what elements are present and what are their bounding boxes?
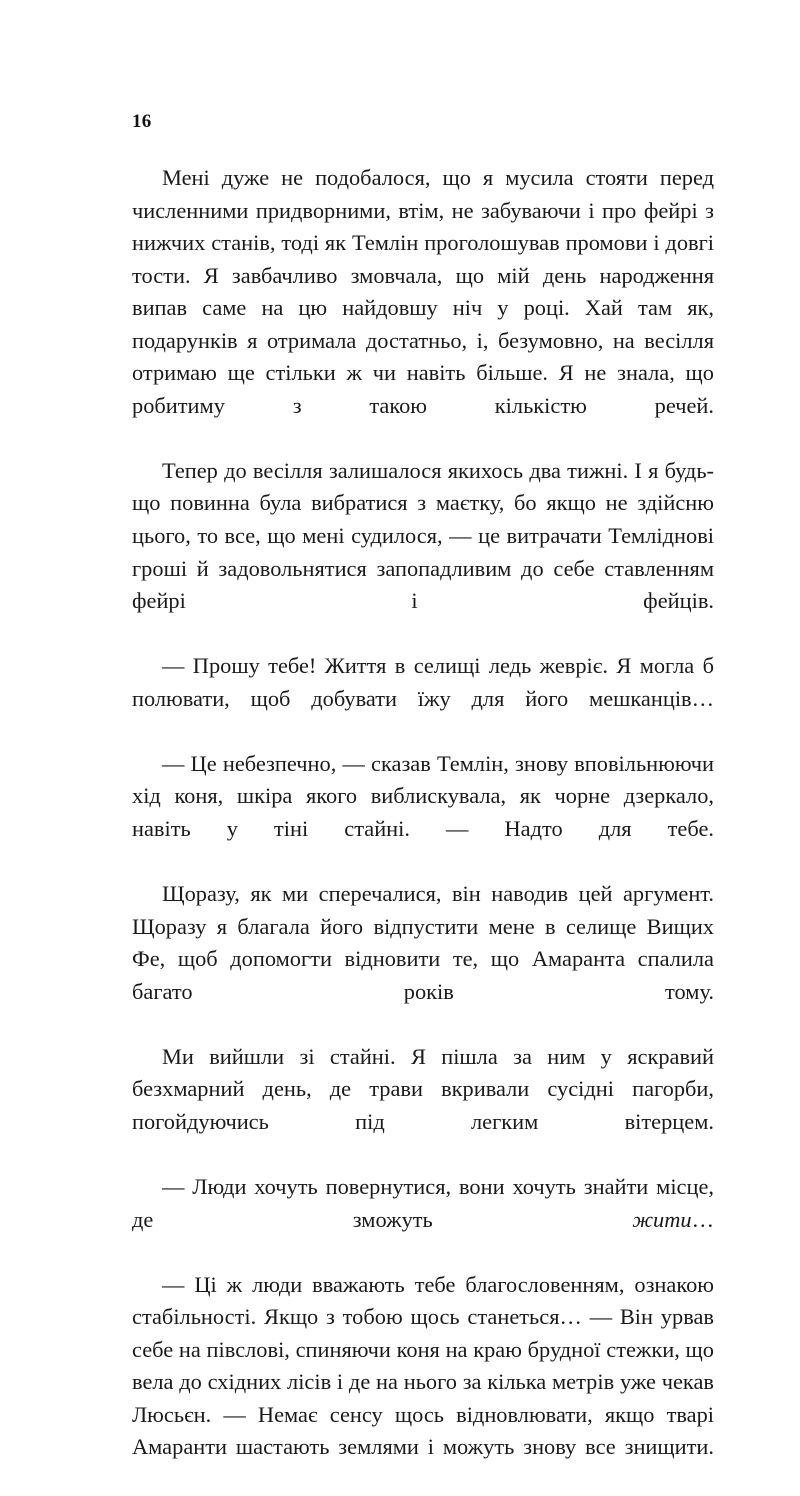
paragraph-2: Тепер до весілля залишалося якихось два тижні. І я будь-що повинна була вибратися з маєтку, бо якщо не здійсню цього, то все, що мені судилося, — це витрачати Темліднові гроші й задовольнятися запопадливим до себе ставленням фейрі і фейців. [132, 457, 714, 614]
paragraph-4: — Це небезпечно, — сказав Темлін, знову вповільнюючи хід коня, шкіра якого виблискувала, як чорне дзеркало, навіть у тіні стайні. — Надто для тебе. [132, 750, 714, 841]
paragraph-1: Мені дуже не подобалося, що я мусила стояти перед численними придворними, втім, не забуваючи і про фейрі з нижчих станів, тоді як Темлін проголошував промови і довгі тости. Я завбачливо змовчала, що мій день народження випав саме на цю найдовшу ніч у році. Хай там як, подарунків я отримала достатньо, і, безумовно, на весілля отримаю ще стільки ж чи навіть більше. Я не знала, що робитиму з такою кількістю речей. [132, 165, 714, 418]
paragraph-7-text-after: … [691, 1206, 714, 1232]
body-text-block [132, 162, 714, 1496]
emphasis-zhyty: жити [632, 1206, 692, 1232]
page-number: 16 [132, 111, 152, 132]
paragraph-7 [132, 1171, 714, 1269]
paragraph-7-text-before: — Люди хочуть повернутися, вони хочуть знайти місце, де зможуть [132, 1173, 714, 1232]
paragraph-6: Ми вийшли зі стайні. Я пішла за ним у яскравий безхмарний день, де трави вкривали сусідні пагорби, погойдуючись під легким вітерцем. [132, 1043, 714, 1134]
paragraph-3: — Прошу тебе! Життя в селищі ледь жевріє. Я могла б полювати, щоб добувати їжу для його мешканців… [132, 653, 714, 711]
paragraph-5: Щоразу, як ми сперечалися, він наводив цей аргумент. Щоразу я благала його відпустити мене в селище Вищих Фе, щоб допомогти відновити те, що Амаранта спалила багато років тому. [132, 881, 714, 1004]
paragraph-8: — Ці ж люди вважають тебе благословенням, ознакою стабільності. Якщо з тобою щось станеться… — Він урвав себе на півслові, спиняючи коня на краю брудної стежки, що вела до східних лісів і де на нього за кілька метрів уже чекав Люсьєн. — Немає сенсу щось відновлювати, якщо тварі Амаранти шастають землями і можуть знову все знищити. [132, 1271, 714, 1460]
